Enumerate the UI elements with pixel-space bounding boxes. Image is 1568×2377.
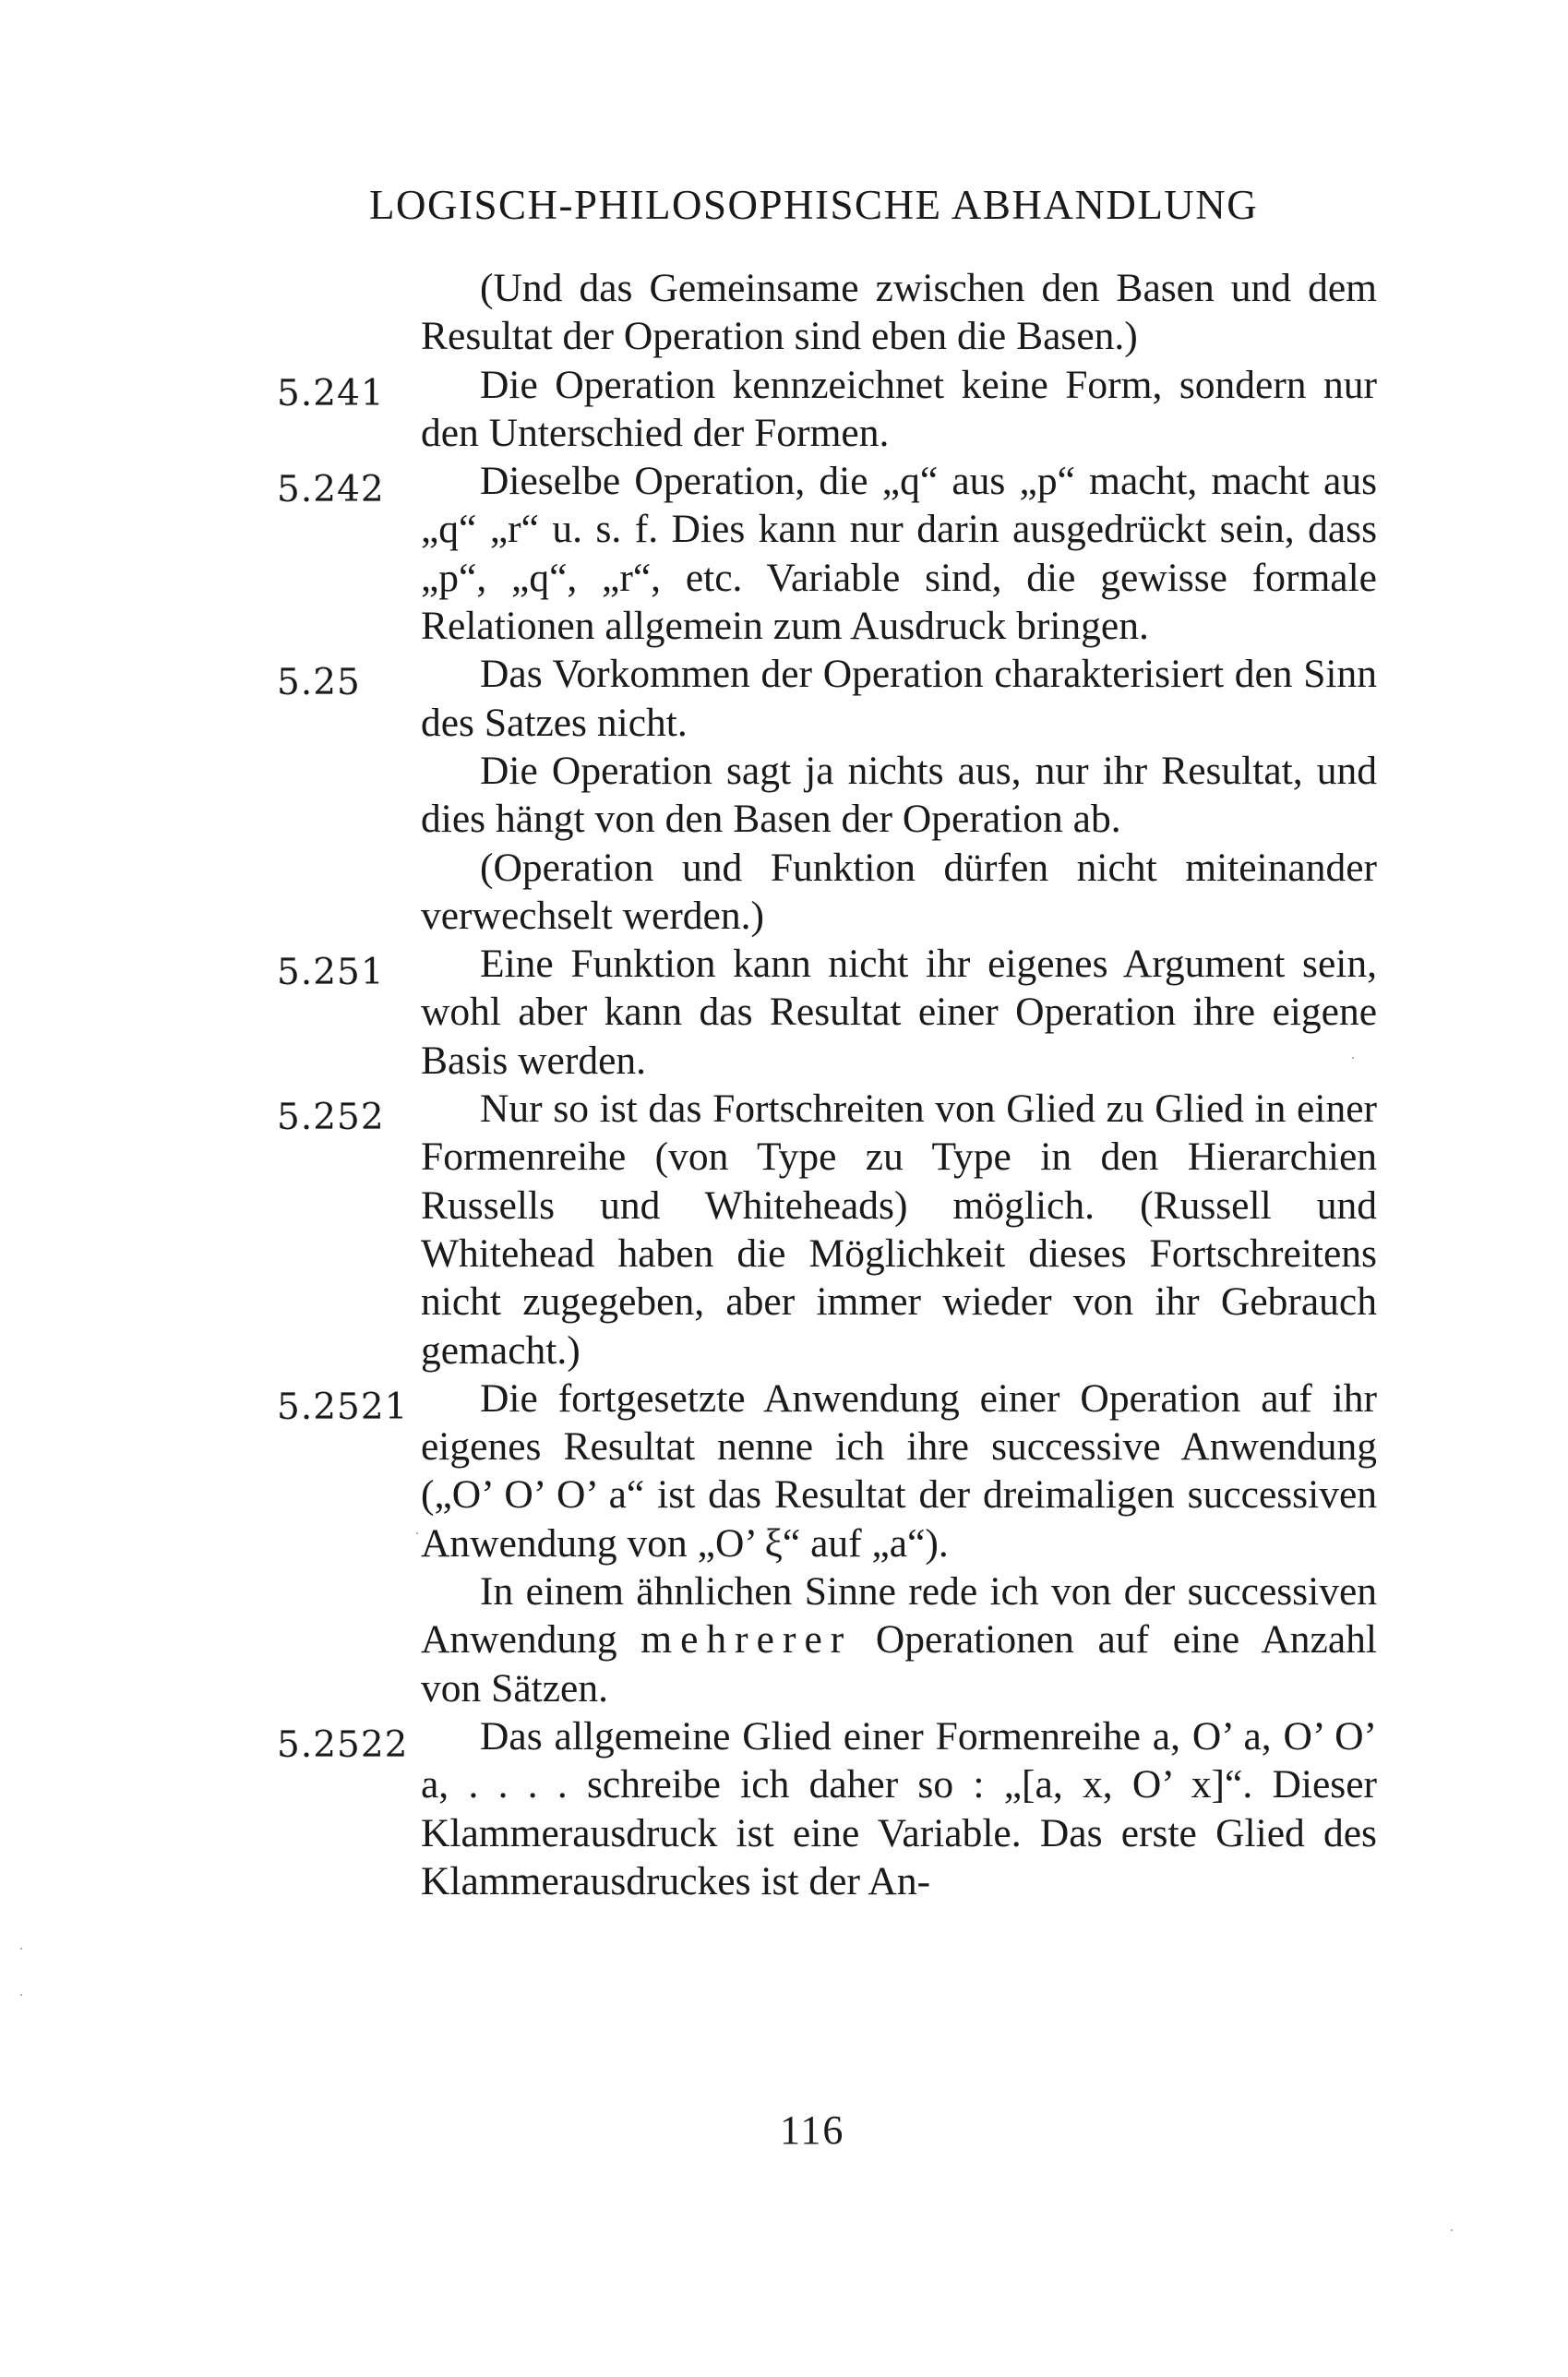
entry-5-2522 [277, 1712, 1377, 1905]
paragraph: (Operation und Funktion dürfen nicht miteinander verwechselt werden.) [421, 845, 1377, 938]
proposition-number: 5.25 [277, 662, 361, 704]
paragraph: Das Vorkommen der Operation charakterisiert den Sinn des Satzes nicht. [421, 652, 1377, 745]
page-number: 116 [780, 2107, 845, 2153]
proposition-number: 5.241 [277, 372, 385, 414]
proposition-number: 5.252 [277, 1097, 385, 1139]
proposition-number: 5.2522 [277, 1723, 409, 1766]
paragraph-text: Operationen auf eine Anzahl von Sätzen. [421, 1617, 1378, 1711]
proposition-number: 5.251 [277, 952, 385, 994]
paragraph [421, 1567, 1377, 1712]
proposition-number: 5.2521 [277, 1386, 409, 1428]
paragraph: Die Operation kennzeichnet keine Form, sondern nur den Unterschied der Formen. [421, 362, 1377, 455]
paragraph: Nur so ist das Fortschreiten von Glied zu Glied in einer Formenreihe (von Type zu Type in den Hierarchien Russells und Whiteheads) möglich. (Russell und Whitehead haben die Möglichkeit dieses Fortschreitens nicht zugegeben, aber immer wieder von ihr Gebrauch gemacht.) [421, 1086, 1377, 1373]
paragraph: Eine Funktion kann nicht ihr eigenes Argument sein, wohl aber kann das Resultat einer Operation ihre eigene Basis werden. [421, 942, 1377, 1083]
paragraph: Die fortgesetzte Anwendung einer Operation auf ihr eigenes Resultat nenne ich ihre successive Anwendung („O’ O’ O’ a“ ist das Resultat der dreimaligen successiven Anwendung von „O’ ξ“ auf „a“). [421, 1375, 1377, 1566]
paper-speck [1451, 2229, 1453, 2231]
paragraph-text: In einem ähnlichen Sinne rede ich von der successiven Anwendung [421, 1569, 1377, 1663]
entry-5-252 [277, 1085, 1377, 1375]
entry-5-251 [277, 940, 1377, 1085]
text-block [277, 264, 1377, 1905]
entry-5-241 [277, 361, 1377, 458]
paragraph: Das allgemeine Glied einer Formenreihe a, O’ a, O’ O’ a, . . . . schreibe ich daher so : „[a, x, O’ x]“. Dieser Klammerausdruck ist eine Variable. Das erste Glied des Klammerausdruckes ist der An- [421, 1713, 1377, 1903]
paragraph: (Und das Gemeinsame zwischen den Basen und dem Resultat der Operation sind eben die Basen.) [421, 266, 1377, 359]
paper-speck [416, 1532, 418, 1534]
running-head: LOGISCH-PHILOSOPHISCHE ABHANDLUNG [369, 182, 1259, 228]
entry-5-25 [277, 650, 1377, 940]
paragraph: Die Operation sagt ja nichts aus, nur ihr Resultat, und dies hängt von den Basen der Operation ab. [421, 748, 1377, 842]
entry-5-2521 [277, 1375, 1377, 1712]
paper-speck [20, 1948, 22, 1950]
paper-speck [20, 1994, 22, 1996]
spaced-emphasis: mehrerer [640, 1617, 853, 1663]
entry-continuation [277, 264, 1377, 361]
paper-speck [1352, 1057, 1354, 1059]
paragraph: Dieselbe Operation, die „q“ aus „p“ macht, macht aus „q“ „r“ u. s. f. Dies kann nur darin ausgedrückt sein, dass „p“, „q“, „r“, etc. Variable sind, die gewisse formale Relationen allgemein zum Ausdruck bringen. [421, 459, 1377, 649]
entry-5-242 [277, 457, 1377, 650]
proposition-number: 5.242 [277, 469, 385, 511]
